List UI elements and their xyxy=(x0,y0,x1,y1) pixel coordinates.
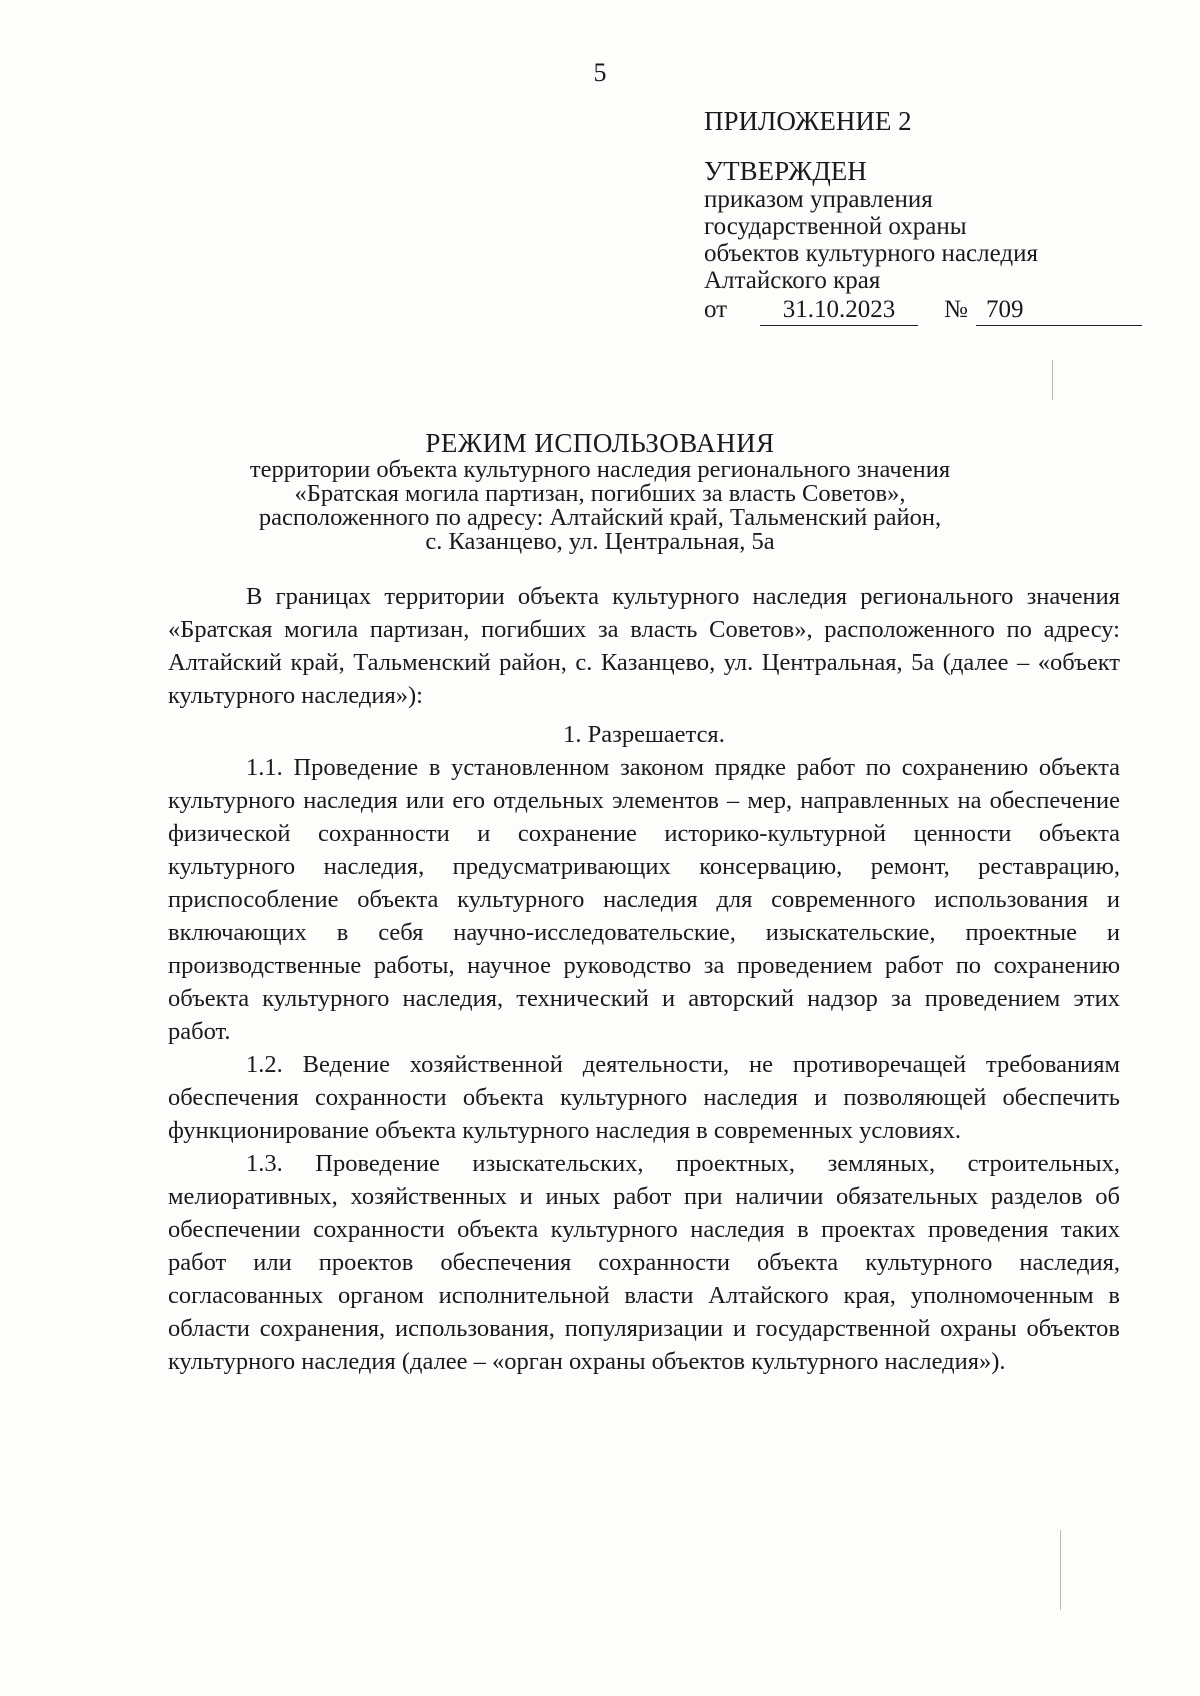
approval-line: объектов культурного наследия xyxy=(704,240,1038,267)
order-line xyxy=(704,296,1144,330)
scan-artifact xyxy=(1060,1530,1061,1610)
document-title-block xyxy=(150,428,1050,554)
document-subtitle-line: с. Казанцево, ул. Центральная, 5а xyxy=(425,528,775,555)
order-date: 31.10.2023 xyxy=(760,296,918,326)
approval-line: государственной охраны xyxy=(704,213,967,240)
document-subtitle-line: территории объекта культурного наследия регионального значения xyxy=(249,456,951,483)
order-from-label: от xyxy=(704,296,728,323)
scan-artifact xyxy=(1052,360,1053,400)
document-body xyxy=(168,580,1120,1378)
approved-title: УТВЕРЖДЕН xyxy=(704,156,867,186)
paragraph-1-2: 1.2. Ведение хозяйственной деятельности, не противоречащей требованиям обеспечения сохранности объекта культурного наследия и позволяющей обеспечить функционирование объекта культурного наследия в современных условиях. xyxy=(168,1051,1120,1144)
paragraph-1-3: 1.3. Проведение изыскательских, проектных, земляных, строительных, мелиоративных, хозяйственных и иных работ при наличии обязательных разделов об обеспечении сохранности объекта культурного наследия в проектах проведения таких работ или проектов обеспечения сохранности объекта культурного наследия, согласованных органом исполнительной власти Алтайского края, уполномоченным в области сохранения, использования, популяризации и государственной охраны объектов культурного наследия (далее – «орган охраны объектов культурного наследия»). xyxy=(168,1150,1120,1375)
document-subtitle-line: расположенного по адресу: Алтайский край, Тальменский район, xyxy=(258,504,942,531)
order-number: 709 xyxy=(976,296,1142,326)
approval-line: Алтайского края xyxy=(704,267,881,294)
document-subtitle-line: «Братская могила партизан, погибших за власть Советов», xyxy=(294,480,906,507)
approval-block xyxy=(704,108,1144,330)
approval-line: приказом управления xyxy=(704,186,933,213)
intro-paragraph: В границах территории объекта культурного наследия регионального значения «Братская могила партизан, погибших за власть Советов», расположенного по адресу: Алтайский край, Тальменский район, с. Казанцево, ул. Центральная, 5а (далее – «объект культурного наследия»): xyxy=(168,583,1120,709)
section-1-heading: 1. Разрешается. xyxy=(563,721,725,748)
page-number: 5 xyxy=(593,58,607,87)
appendix-title: ПРИЛОЖЕНИЕ 2 xyxy=(704,106,912,136)
paragraph-1-1: 1.1. Проведение в установленном законом прядке работ по сохранению объекта культурного наследия или его отдельных элементов – мер, направленных на обеспечение физической сохранности и сохранение историко-культурной ценности объекта культурного наследия, предусматривающих консервацию, ремонт, реставрацию, приспособление объекта культурного наследия для современного использования и включающих в себя научно-исследовательские, изыскательские, проектные и производственные работы, научное руководство за проведением работ по сохранению объекта культурного наследия, технический и авторский надзор за проведением этих работ. xyxy=(168,754,1120,1045)
document-title: РЕЖИМ ИСПОЛЬЗОВАНИЯ xyxy=(425,428,775,458)
order-number-label: № xyxy=(944,296,968,323)
